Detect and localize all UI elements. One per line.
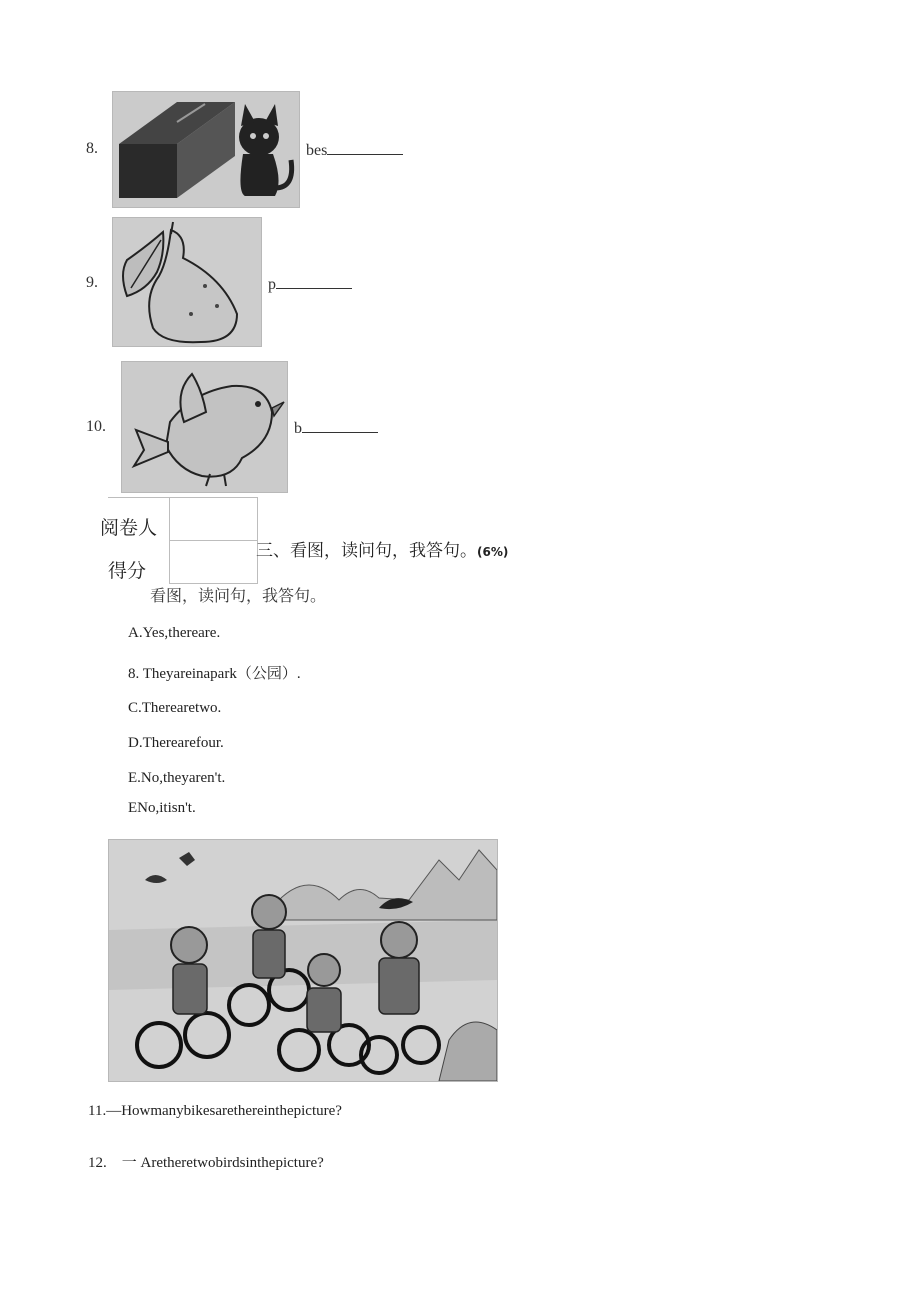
box-and-cat-icon <box>113 92 299 207</box>
children-riding-bikes-icon <box>109 840 497 1081</box>
bird-icon <box>122 362 287 492</box>
hint-prefix-9: p <box>268 276 276 293</box>
answer-blank-10[interactable] <box>302 418 378 433</box>
question-number-9: 9. <box>86 274 98 291</box>
answer-blank-8[interactable] <box>327 140 403 155</box>
bird-picture <box>121 361 288 493</box>
pear-icon <box>113 218 261 346</box>
box-and-cat-picture <box>112 91 300 208</box>
park-scene-picture <box>108 839 498 1082</box>
option-f: ENo,itisn't. <box>128 800 196 816</box>
answer-blank-9[interactable] <box>276 274 352 289</box>
hint-prefix-8: bes <box>306 142 328 159</box>
question-11: 11.—Howmanybikesarethereinthepicture? <box>88 1103 342 1119</box>
reviewer-box[interactable] <box>169 497 258 541</box>
score-box[interactable] <box>169 540 258 584</box>
question-12: 12. 一 Aretheretwobirdsinthepicture? <box>88 1155 324 1171</box>
score-label: 得分 <box>108 560 147 582</box>
section-instruction: 看图，读问句，我答句。 <box>150 588 327 605</box>
option-e: E.No,theyaren't. <box>128 770 226 786</box>
section-points: (6%) <box>477 545 509 559</box>
option-b: 8. Theyareinapark（公园）. <box>128 666 301 682</box>
section-title <box>256 536 508 561</box>
question-number-8: 8. <box>86 140 98 157</box>
score-table-top-rule <box>108 497 170 498</box>
option-d: D.Therearefour. <box>128 735 224 751</box>
reviewer-label: 阅卷人 <box>100 517 158 539</box>
section-title-text: 三、看图，读问句，我答句。 <box>256 541 477 561</box>
answer-hint-10 <box>294 418 378 438</box>
question-number-10: 10. <box>86 418 106 435</box>
option-a: A.Yes,thereare. <box>128 625 221 641</box>
hint-prefix-10: b <box>294 420 302 437</box>
answer-hint-8 <box>306 140 403 160</box>
option-c: C.Therearetwo. <box>128 700 222 716</box>
pear-picture <box>112 217 262 347</box>
answer-hint-9 <box>268 274 352 294</box>
